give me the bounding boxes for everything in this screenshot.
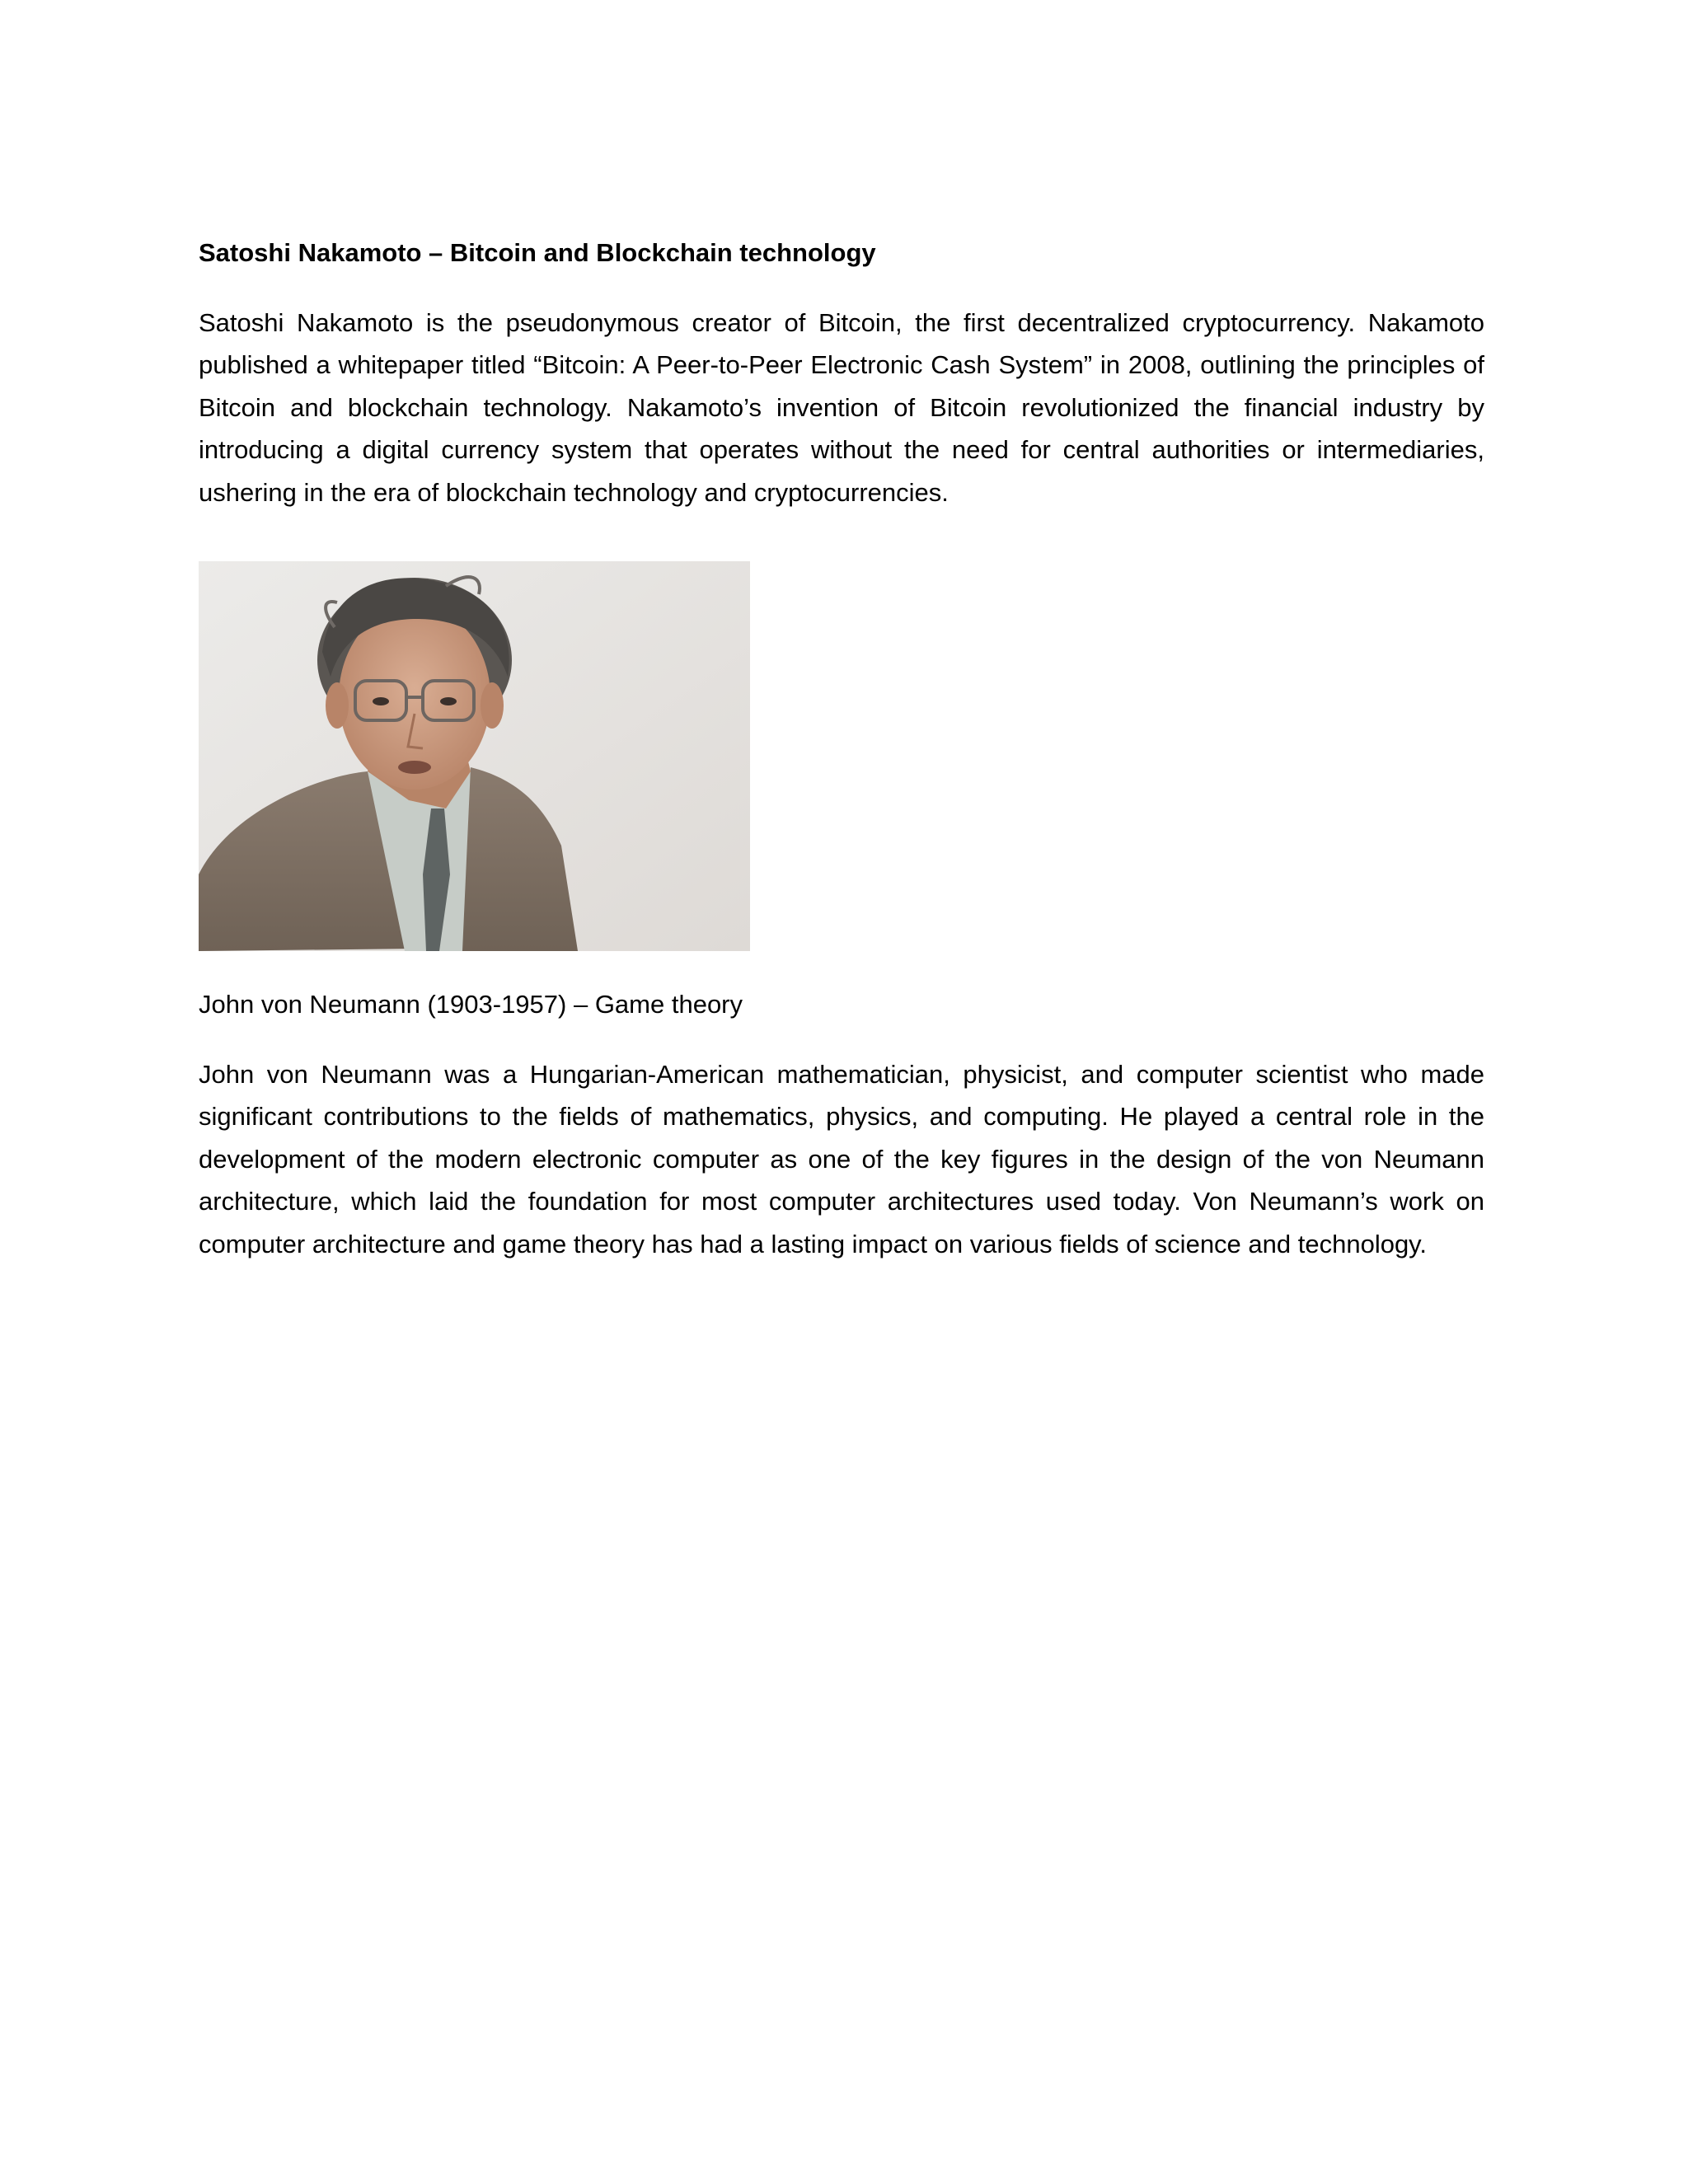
document-content — [199, 232, 1484, 1265]
section-heading-nakamoto: Satoshi Nakamoto – Bitcoin and Blockchain technology — [199, 238, 876, 267]
section-heading-von-neumann: John von Neumann (1903-1957) – Game theory — [199, 990, 743, 1019]
portrait-photo — [199, 561, 750, 951]
section-body-von-neumann: John von Neumann was a Hungarian-American mathematician, physicist, and computer scientist who made significant contributions to the fields of mathematics, physics, and computing. He played a central role in the development of the modern electronic computer as one of the key figures in the design of the von Neumann architecture, which laid the foundation for most computer architectures used today. Von Neumann’s work on computer architecture and game theory has had a lasting impact on various fields of science and technology. — [199, 1060, 1484, 1258]
section-body-nakamoto: Satoshi Nakamoto is the pseudonymous creator of Bitcoin, the first decentralized cryptocurrency. Nakamoto published a whitepaper titled “Bitcoin: A Peer-to-Peer Electronic Cash System” in 2008, outlining the principles of Bitcoin and blockchain technology. Nakamoto’s invention of Bitcoin revolutionized the financial industry by introducing a digital currency system that operates without the need for central authorities or intermediaries, ushering in the era of blockchain technology and cryptocurrencies. — [199, 308, 1484, 507]
